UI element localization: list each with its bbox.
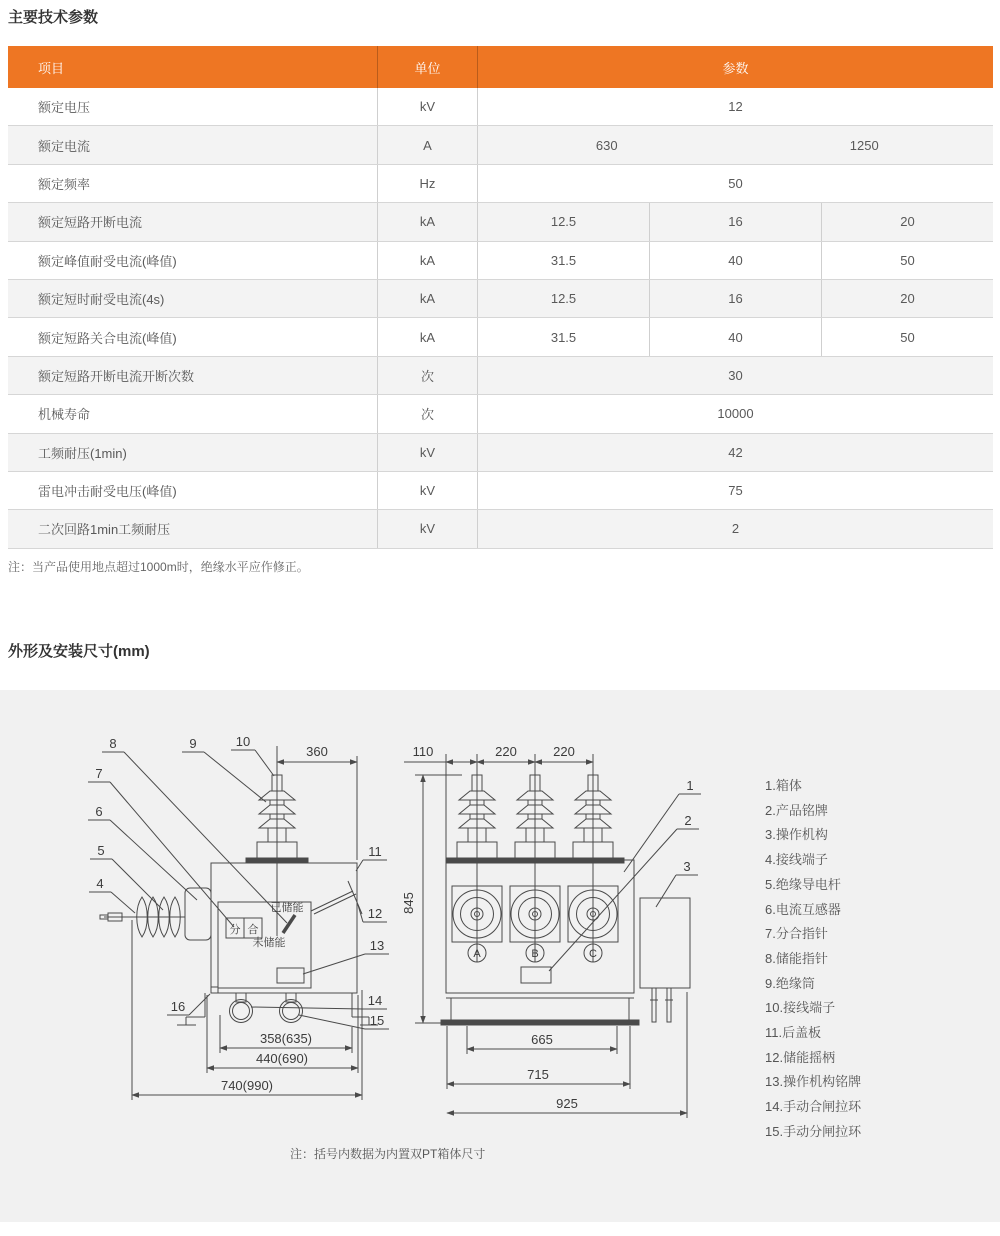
param-value: 16 (649, 280, 821, 317)
dim-110: 110 (412, 744, 434, 759)
legend-item: 7.分合指针 (765, 926, 828, 942)
param-value: 50 (728, 175, 743, 191)
side-view (88, 746, 389, 1100)
legend-item: 8.储能指针 (765, 950, 828, 966)
param-value: 10000 (717, 406, 754, 422)
param-name: 额定峰值耐受电流(峰值) (38, 253, 177, 269)
callout-1: 1 (686, 778, 694, 793)
param-name: 雷电冲击耐受电压(峰值) (38, 484, 177, 500)
phase-a-label: A (473, 948, 481, 960)
param-value: 20 (821, 203, 993, 240)
column-header-item: 项目 (38, 60, 65, 76)
param-unit: kV (377, 510, 478, 547)
legend-item: 4.接线端子 (765, 852, 828, 868)
legend-item: 12.储能摇柄 (765, 1049, 836, 1065)
param-value: 16 (649, 203, 821, 240)
param-name: 二次回路1min工频耐压 (38, 522, 171, 538)
table-row (8, 472, 993, 510)
dim-740-990: 740(990) (220, 1078, 274, 1093)
param-value: 12 (728, 99, 743, 115)
param-unit: 次 (377, 395, 478, 432)
operating-mechanism-box (640, 898, 690, 988)
param-value: 50 (821, 242, 993, 279)
param-value: 40 (649, 318, 821, 355)
section-title-dimensions: 外形及安装尺寸(mm) (8, 643, 150, 660)
dim-440-690: 440(690) (255, 1051, 309, 1066)
callout-8: 8 (109, 736, 117, 751)
param-unit: Hz (377, 165, 478, 202)
callout-4: 4 (96, 876, 104, 891)
callout-13: 13 (369, 938, 385, 953)
param-value: 75 (728, 483, 743, 499)
param-value: 1250 (849, 137, 879, 153)
charged-label: 已储能 (270, 902, 304, 914)
callout-6: 6 (95, 804, 103, 819)
dim-715: 715 (527, 1067, 549, 1082)
phase-b-label: B (531, 948, 539, 960)
param-value: 2 (731, 521, 740, 537)
table-row (8, 434, 993, 472)
param-value: 20 (821, 280, 993, 317)
legend-item: 15.手动分闸拉环 (765, 1123, 862, 1139)
param-unit: 次 (377, 357, 478, 394)
callout-14: 14 (367, 993, 383, 1008)
table-body (8, 88, 993, 549)
callout-12: 12 (367, 906, 383, 921)
param-value: 42 (728, 444, 743, 460)
table-row (8, 395, 993, 433)
param-unit: kA (377, 318, 478, 355)
table-row (8, 165, 993, 203)
legend-item: 5.绝缘导电杆 (765, 876, 841, 892)
param-value: 40 (649, 242, 821, 279)
column-header-parameter: 参数 (722, 60, 749, 76)
param-unit: kV (377, 88, 478, 125)
param-name: 额定频率 (38, 176, 91, 192)
callout-9: 9 (189, 736, 197, 751)
legend-item: 9.绝缘筒 (765, 975, 815, 991)
dim-220-1: 220 (495, 744, 517, 759)
dim-925: 925 (556, 1096, 578, 1111)
front-view (404, 754, 701, 1118)
uncharged-label: 未储能 (252, 937, 286, 949)
legend-item: 3.操作机构 (765, 827, 828, 843)
param-value: 31.5 (550, 329, 577, 345)
callout-15: 15 (369, 1013, 385, 1028)
param-value: 12.5 (550, 214, 577, 230)
dim-845: 845 (401, 892, 416, 914)
param-name: 额定电压 (38, 100, 91, 116)
parameters-table (8, 46, 993, 549)
param-unit: kV (377, 472, 478, 509)
close-indicator-label: 合 (247, 924, 259, 936)
legend-item: 10.接线端子 (765, 1000, 836, 1016)
param-value: 50 (821, 318, 993, 355)
grounding-terminal (211, 987, 218, 993)
table-row (8, 88, 993, 126)
param-value: 12.5 (550, 291, 577, 307)
table-row (8, 318, 993, 356)
param-name: 额定短时耐受电流(4s) (38, 292, 165, 308)
param-unit: A (377, 126, 478, 163)
column-header-unit: 单位 (377, 46, 478, 88)
callout-3: 3 (683, 859, 691, 874)
param-name: 额定短路开断电流开断次数 (38, 368, 195, 384)
param-unit: kA (377, 203, 478, 240)
legend-item: 13.操作机构铭牌 (765, 1074, 862, 1090)
dim-358-635: 358(635) (259, 1031, 313, 1046)
phase-c-label: C (589, 948, 597, 960)
param-name: 额定电流 (38, 138, 91, 154)
table-row (8, 357, 993, 395)
param-name: 额定短路开断电流 (38, 215, 143, 231)
callout-16: 16 (170, 999, 186, 1014)
section-title-parameters: 主要技术参数 (8, 9, 99, 26)
param-unit: kA (377, 280, 478, 317)
dim-360: 360 (306, 744, 328, 759)
callout-7: 7 (95, 766, 103, 781)
energy-storage-needle (283, 915, 295, 933)
param-name: 工频耐压(1min) (38, 445, 127, 461)
param-value: 31.5 (550, 252, 577, 268)
drawing-note: 注：括号内数据为内置双PT箱体尺寸 (290, 1147, 486, 1161)
param-unit: kV (377, 434, 478, 471)
legend-item: 1.箱体 (765, 778, 802, 793)
table-row (8, 242, 993, 280)
legend-item: 2.产品铭牌 (765, 802, 828, 818)
legend-item: 6.电流互感器 (765, 901, 841, 917)
mechanism-nameplate (277, 968, 304, 983)
callout-10: 10 (235, 734, 251, 749)
dimension-drawing-panel (0, 690, 1000, 1222)
param-name: 机械寿命 (38, 407, 91, 423)
param-value: 30 (728, 367, 743, 383)
dim-665: 665 (531, 1032, 553, 1047)
table-note: 注：当产品使用地点超过1000m时，绝缘水平应作修正。 (8, 560, 309, 574)
table-header-row (8, 46, 993, 88)
enclosure-front (446, 860, 634, 993)
legend-item: 11.后盖板 (765, 1025, 822, 1041)
table-row (8, 126, 993, 164)
callout-2: 2 (684, 813, 692, 828)
dim-220-2: 220 (553, 744, 575, 759)
table-row (8, 510, 993, 548)
product-nameplate (521, 967, 551, 983)
legend-item: 14.手动合闸拉环 (765, 1099, 862, 1115)
table-row (8, 280, 993, 318)
open-indicator-label: 分 (229, 924, 241, 936)
param-value: 630 (595, 137, 618, 153)
callout-5: 5 (97, 843, 105, 858)
table-row (8, 203, 993, 241)
callout-11: 11 (368, 844, 382, 859)
charging-crank (311, 891, 353, 911)
parts-legend (765, 774, 861, 1145)
param-name: 额定短路关合电流(峰值) (38, 330, 177, 346)
param-unit: kA (377, 242, 478, 279)
